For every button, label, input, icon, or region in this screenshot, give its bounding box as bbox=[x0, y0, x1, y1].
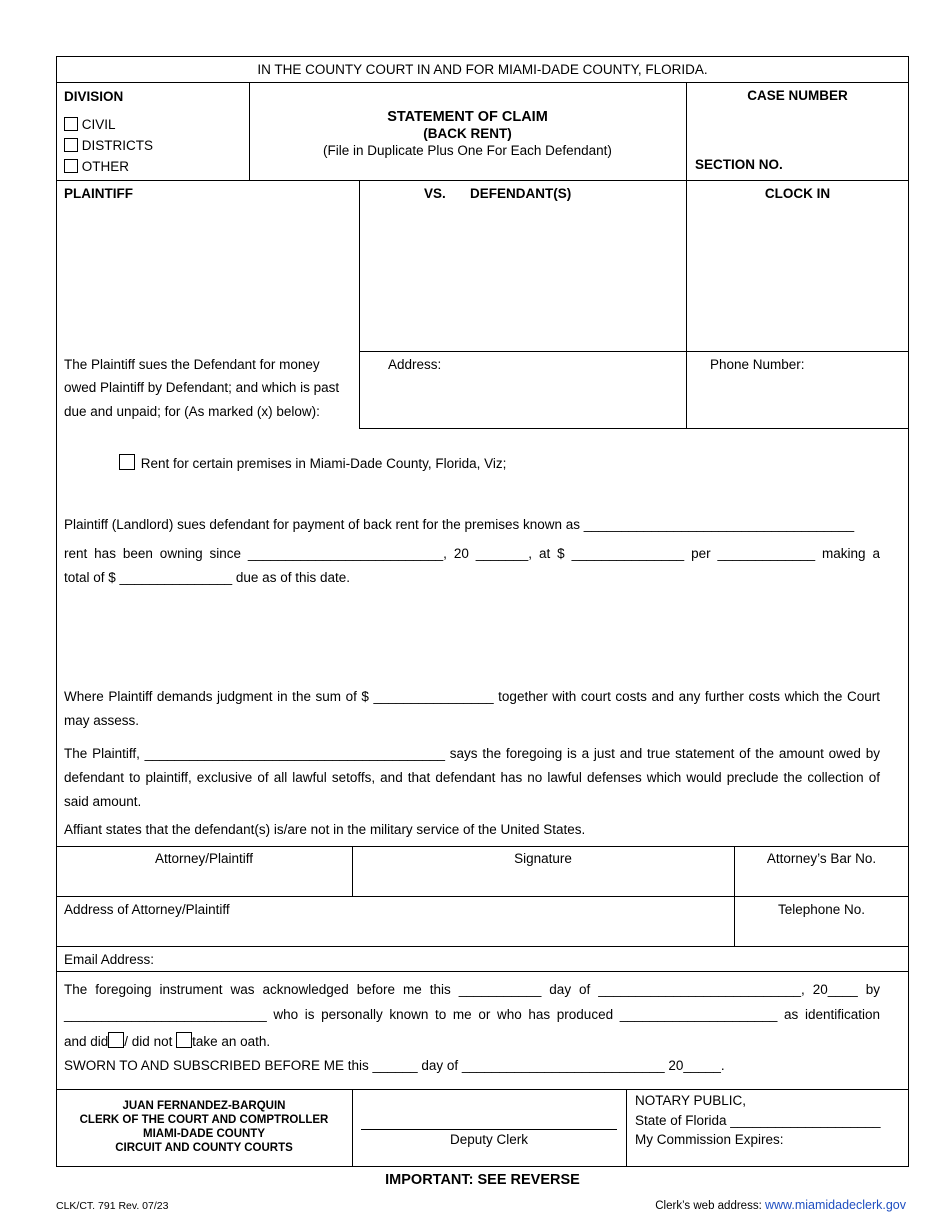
sues-text-line1: The Plaintiff sues the Defendant for money bbox=[64, 357, 320, 372]
vs-label: VS. bbox=[424, 186, 446, 201]
civil-checkbox[interactable] bbox=[64, 117, 78, 131]
clock-in-label: CLOCK IN bbox=[764, 186, 831, 201]
ack-line2: ___________________________ who is personally known to me or who has produced _____________________ as identification bbox=[64, 1007, 880, 1022]
deputy-clerk-label: Deputy Clerk bbox=[449, 1132, 529, 1147]
case-number-label: CASE NUMBER bbox=[747, 88, 848, 103]
sues-text-line2: owed Plaintiff by Defendant; and which is past bbox=[64, 380, 340, 395]
courts-name: CIRCUIT AND COUNTY COURTS bbox=[115, 1142, 293, 1154]
form-instructions: (File in Duplicate Plus One For Each Defendant) bbox=[323, 143, 612, 158]
form-number: CLK/CT. 791 Rev. 07/23 bbox=[56, 1200, 169, 1212]
web-address bbox=[655, 1198, 906, 1212]
sworn-line: SWORN TO AND SUBSCRIBED BEFORE ME this ______ day of ___________________________ 20_____. bbox=[64, 1058, 725, 1073]
did-not-checkbox[interactable] bbox=[176, 1032, 192, 1048]
oath-line: and did / did not take an oath. bbox=[64, 1034, 271, 1049]
division-districts[interactable]: DISTRICTS bbox=[64, 138, 153, 153]
statement-text: The Plaintiff, ________________________________________ says the foregoing is a just and true statement of the amount owed by defendant to plaintiff, exclusive of all lawful setoffs, and that defendant has no lawful defenses which would preclude the collection of said amount. bbox=[64, 746, 880, 809]
clerk-title: CLERK OF THE COURT AND COMPTROLLER bbox=[79, 1114, 329, 1126]
judgment-text: Where Plaintiff demands judgment in the sum of $ ________________ together with court costs and any further costs which the Court may assess. bbox=[64, 689, 880, 728]
clerk-website-link[interactable]: www.miamidadeclerk.gov bbox=[764, 1198, 906, 1212]
section-no-label: SECTION NO. bbox=[695, 157, 783, 172]
ack-line1: The foregoing instrument was acknowledged before me this ___________ day of ___________________________, 20____ by bbox=[64, 982, 880, 997]
phone-label: Phone Number: bbox=[710, 357, 805, 372]
form-border bbox=[56, 56, 909, 1167]
division-label: DIVISION bbox=[64, 89, 124, 104]
rent-option[interactable]: Rent for certain premises in Miami-Dade County, Florida, Viz; bbox=[119, 454, 506, 471]
rent-checkbox[interactable] bbox=[119, 454, 135, 470]
court-line: IN THE COUNTY COURT IN AND FOR MIAMI-DADE COUNTY, FLORIDA. bbox=[257, 62, 708, 77]
state-line: State of Florida ____________________ bbox=[635, 1113, 881, 1128]
clerk-name: JUAN FERNANDEZ-BARQUIN bbox=[122, 1100, 286, 1112]
bar-no-label: Attorney’s Bar No. bbox=[766, 851, 877, 866]
defendants-label: DEFENDANT(S) bbox=[470, 186, 572, 201]
division-other[interactable]: OTHER bbox=[64, 159, 129, 174]
email-label: Email Address: bbox=[64, 952, 155, 967]
address-label: Address: bbox=[388, 357, 442, 372]
districts-checkbox[interactable] bbox=[64, 138, 78, 152]
commission-expires-label: My Commission Expires: bbox=[635, 1132, 784, 1147]
premises-line: Plaintiff (Landlord) sues defendant for payment of back rent for the premises known as ____________________________________ bbox=[64, 517, 855, 532]
important-notice: IMPORTANT: SEE REVERSE bbox=[385, 1172, 580, 1188]
web-label: Clerk’s web address: bbox=[655, 1200, 762, 1212]
telephone-label: Telephone No. bbox=[777, 902, 866, 917]
signature-label: Signature bbox=[514, 851, 572, 866]
sues-text-line3: due and unpaid; for (As marked (x) below): bbox=[64, 404, 320, 419]
division-civil[interactable]: CIVIL bbox=[64, 117, 116, 132]
form-subtitle: (BACK RENT) bbox=[423, 126, 512, 141]
form-title: STATEMENT OF CLAIM bbox=[387, 109, 548, 125]
notary-public-label: NOTARY PUBLIC, bbox=[635, 1093, 747, 1108]
other-checkbox[interactable] bbox=[64, 159, 78, 173]
plaintiff-label: PLAINTIFF bbox=[64, 186, 133, 201]
clerk-block bbox=[56, 1099, 352, 1155]
address-attorney-label: Address of Attorney/Plaintiff bbox=[64, 902, 230, 917]
owing-line: rent has been owning since __________________________, 20 _______, at $ _______________ per _____________ making a bbox=[64, 546, 880, 561]
deputy-clerk-signature-line bbox=[361, 1129, 617, 1130]
total-line: total of $ _______________ due as of this date. bbox=[64, 570, 350, 585]
county-name: MIAMI-DADE COUNTY bbox=[142, 1128, 266, 1140]
attorney-plaintiff-label: Attorney/Plaintiff bbox=[154, 851, 254, 866]
military-text: Affiant states that the defendant(s) is/are not in the military service of the United States. bbox=[64, 822, 586, 837]
did-checkbox[interactable] bbox=[108, 1032, 124, 1048]
